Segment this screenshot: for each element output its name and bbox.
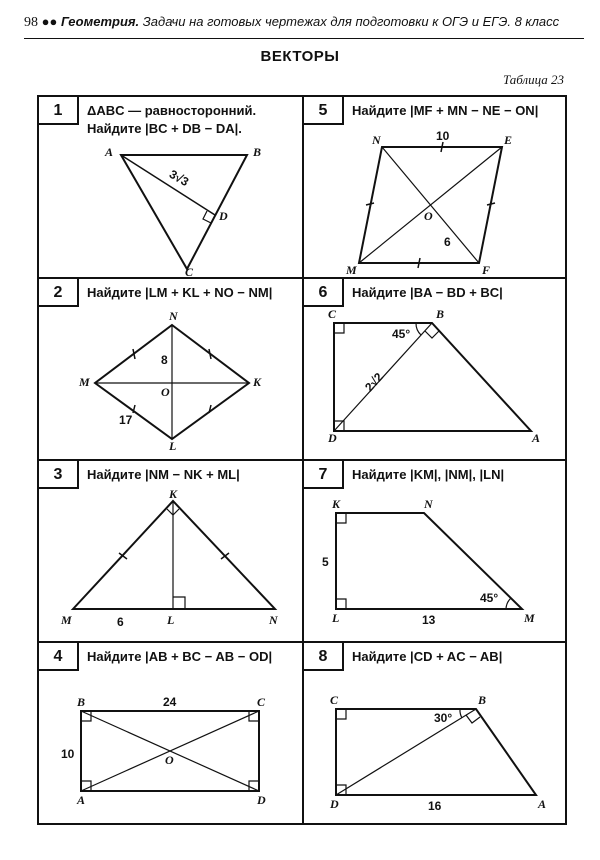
vertex-label: C (185, 265, 194, 279)
side-length: 10 (61, 747, 75, 761)
vertex-label: E (504, 133, 513, 147)
vertex-label: C (328, 307, 337, 321)
problem-number: 2 (39, 279, 79, 307)
vertex-label: O (165, 753, 174, 767)
problem-statement: Найдите |BA − BD + BC| (352, 285, 503, 300)
vertex-label: K (332, 497, 341, 511)
problem-statement: Найдите |LM + KL + NO − NM| (87, 285, 273, 300)
problem-number: 3 (39, 461, 79, 489)
page-number: 98 (24, 15, 38, 30)
vertex-label: C (330, 693, 339, 707)
book-title: Геометрия. (60, 14, 140, 29)
vertex-label: B (77, 695, 86, 709)
vertex-label: K (169, 487, 178, 501)
vertex-label: N (169, 309, 178, 323)
vertex-label: C (257, 695, 266, 709)
section-title: ВЕКТОРЫ (260, 48, 340, 65)
vertex-label: O (424, 209, 433, 223)
problem-number: 4 (39, 643, 79, 671)
vertex-label: D (330, 797, 339, 811)
side-length: 13 (422, 613, 436, 627)
side-length: 17 (119, 413, 133, 427)
vertex-label: M (346, 263, 357, 277)
problem-cell-6 (304, 279, 567, 461)
vertex-label: M (79, 375, 90, 389)
vertex-label: L (167, 613, 175, 627)
problem-statement: Найдите |AB + BC − AB − OD| (87, 649, 273, 664)
table-label: Таблица 23 (502, 72, 564, 87)
problem-cell-2 (39, 279, 302, 461)
side-length: 5 (322, 555, 329, 569)
problem-number: 7 (304, 461, 344, 489)
problem-cell-7 (304, 461, 567, 643)
problem-number: 5 (304, 97, 344, 125)
page-header (24, 14, 584, 39)
problem-cell-8 (304, 643, 567, 825)
segment-length: 3√3 (166, 166, 192, 190)
header-marker: ●● (41, 14, 61, 29)
problem-cell-5 (304, 97, 567, 279)
problem-cell-3 (39, 461, 302, 643)
vertex-label: B (436, 307, 445, 321)
problem-number: 1 (39, 97, 79, 125)
problem-cell-1 (39, 97, 302, 279)
segment-length: 2√2 (362, 369, 386, 395)
side-length: 24 (163, 695, 177, 709)
side-length: 10 (436, 129, 450, 143)
vertex-label: M (524, 611, 535, 625)
vertex-label: A (77, 793, 86, 807)
angle-label: 45° (480, 591, 499, 605)
vertex-label: B (253, 145, 262, 159)
vertex-label: N (269, 613, 278, 627)
vertex-label: A (538, 797, 547, 811)
segment-length: 8 (161, 353, 168, 367)
vertex-label: N (424, 497, 433, 511)
side-length: 16 (428, 799, 442, 813)
angle-label: 45° (392, 327, 411, 341)
vertex-label: A (105, 145, 114, 159)
vertex-label: L (332, 611, 340, 625)
problem-statement-line1: ΔABC — равносторонний. (87, 103, 257, 118)
problem-statement-line2: Найдите |BC + DB − DA|. (87, 121, 242, 136)
problem-statement: Найдите |KM|, |NM|, |LN| (352, 467, 505, 482)
vertex-label: B (478, 693, 487, 707)
problem-statement: Найдите |CD + AC − AB| (352, 649, 503, 664)
vertex-label: M (61, 613, 72, 627)
vertex-label: L (169, 439, 177, 453)
problem-statement: Найдите |MF + MN − NE − ON| (352, 103, 539, 118)
problem-number: 8 (304, 643, 344, 671)
vertex-label: D (328, 431, 337, 445)
problem-cell-4 (39, 643, 302, 825)
vertex-label: F (482, 263, 491, 277)
book-subtitle: Задачи на готовых чертежах для подготовки к ОГЭ и ЕГЭ. 8 класс (142, 14, 560, 29)
problems-table (37, 95, 567, 825)
segment-length: 6 (117, 615, 124, 629)
vertex-label: N (372, 133, 381, 147)
vertex-label: A (532, 431, 541, 445)
vertex-label: K (253, 375, 262, 389)
vertex-label: D (219, 209, 228, 223)
angle-label: 30° (434, 711, 453, 725)
problem-number: 6 (304, 279, 344, 307)
vertex-label: D (257, 793, 266, 807)
problem-statement: Найдите |NM − NK + ML| (87, 467, 240, 482)
vertex-label: O (161, 385, 170, 399)
segment-length: 6 (444, 235, 451, 249)
